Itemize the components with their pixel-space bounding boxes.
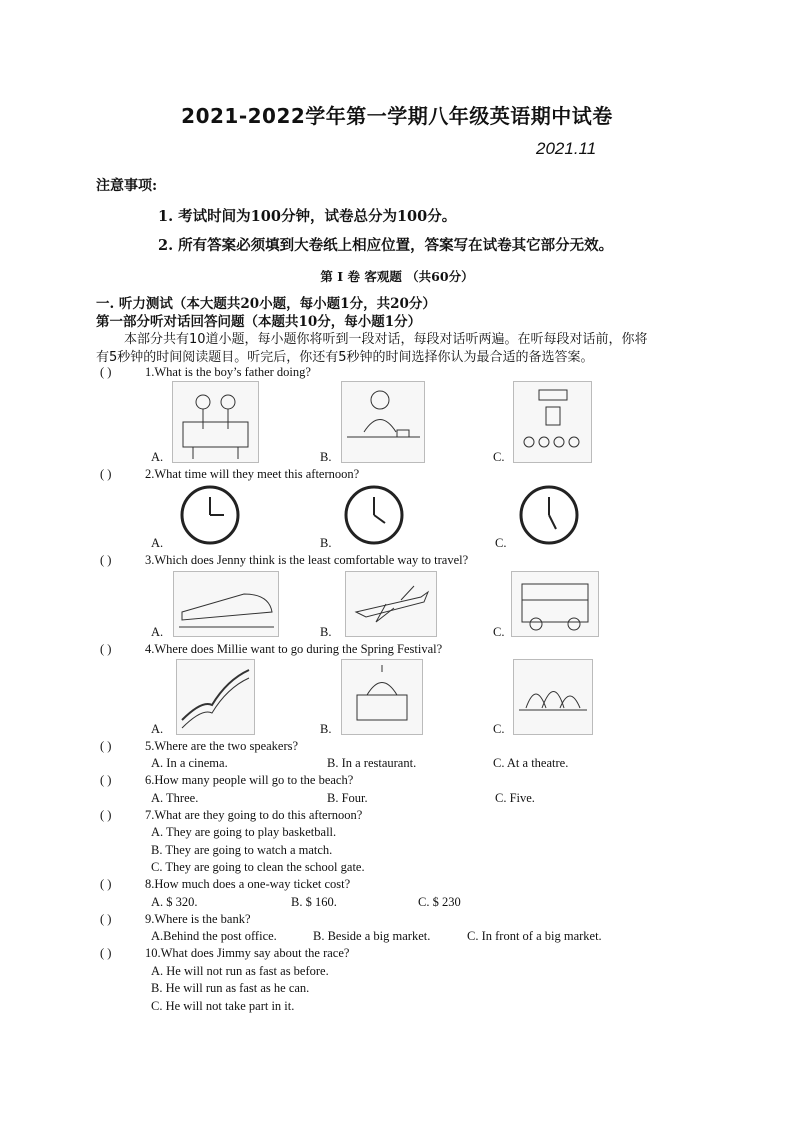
- q1-image-a: [172, 381, 259, 463]
- question-5-text: 5.Where are the two speakers?: [145, 739, 299, 753]
- q1-option-a[interactable]: A.: [151, 450, 164, 464]
- question-7-text: 7.What are they going to do this afternoon?: [145, 808, 363, 822]
- question-9-text: 9.Where is the bank?: [145, 912, 251, 926]
- answer-blank[interactable]: ( ): [100, 553, 112, 567]
- notice-heading: 注意事项:: [96, 178, 158, 194]
- answer-blank[interactable]: ( ): [100, 808, 112, 822]
- answer-blank[interactable]: ( ): [100, 946, 112, 960]
- q1-image-c: [513, 381, 592, 463]
- q4-option-b[interactable]: B.: [320, 722, 332, 736]
- q1-option-c[interactable]: C.: [493, 450, 505, 464]
- answer-blank[interactable]: ( ): [100, 739, 112, 753]
- q4-image-b: [341, 659, 423, 735]
- q7-option-c[interactable]: C. They are going to clean the school gate.: [151, 860, 365, 874]
- q3-option-b[interactable]: B.: [320, 625, 332, 639]
- q8-option-b[interactable]: B. $ 160.: [291, 895, 337, 909]
- q3-image-c: [511, 571, 599, 637]
- q6-option-b[interactable]: B. Four.: [327, 791, 368, 805]
- q3-option-a[interactable]: A.: [151, 625, 164, 639]
- q5-option-b[interactable]: B. In a restaurant.: [327, 756, 417, 770]
- answer-blank[interactable]: ( ): [100, 642, 112, 656]
- q10-option-c[interactable]: C. He will not take part in it.: [151, 999, 295, 1013]
- q9-option-a[interactable]: A.Behind the post office.: [151, 929, 277, 943]
- q2-image-c: [519, 485, 579, 545]
- q3-image-b: [345, 571, 437, 637]
- answer-blank[interactable]: ( ): [100, 773, 112, 787]
- q2-image-b: [344, 485, 404, 545]
- q9-option-b[interactable]: B. Beside a big market.: [313, 929, 431, 943]
- exam-date: 2021.11: [536, 139, 597, 158]
- q2-option-b[interactable]: B.: [320, 536, 332, 550]
- q1-option-b[interactable]: B.: [320, 450, 332, 464]
- q2-image-a: [180, 485, 240, 545]
- answer-blank[interactable]: ( ): [100, 467, 112, 481]
- part1-subheading: 第一部分听对话回答问题（本题共10分，每小题1分）: [96, 314, 422, 330]
- page-title: 2021-2022学年第一学期八年级英语期中试卷: [181, 104, 613, 128]
- q8-option-a[interactable]: A. $ 320.: [151, 895, 198, 909]
- question-6-text: 6.How many people will go to the beach?: [145, 773, 354, 787]
- q4-image-c: [513, 659, 593, 735]
- q4-option-c[interactable]: C.: [493, 722, 505, 736]
- question-10-text: 10.What does Jimmy say about the race?: [145, 946, 350, 960]
- answer-blank[interactable]: ( ): [100, 877, 112, 891]
- notice-item-1: 1. 考试时间为100分钟，试卷总分为100分。: [158, 208, 457, 225]
- q8-option-c[interactable]: C. $ 230: [418, 895, 461, 909]
- q9-option-c[interactable]: C. In front of a big market.: [467, 929, 602, 943]
- question-2-text: 2.What time will they meet this afternoon?: [145, 467, 360, 481]
- answer-blank[interactable]: ( ): [100, 365, 112, 379]
- answer-blank[interactable]: ( ): [100, 912, 112, 926]
- notice-item-2: 2. 所有答案必须填到大卷纸上相应位置，答案写在试卷其它部分无效。: [158, 237, 614, 254]
- q2-option-a[interactable]: A.: [151, 536, 164, 550]
- q2-option-c[interactable]: C.: [495, 536, 507, 550]
- question-4-text: 4.Where does Millie want to go during the Spring Festival?: [145, 642, 443, 656]
- instructions-line-2: 有5秒钟的时间阅读题目。听完后，你还有5秒钟的时间选择你认为最合适的备选答案。: [96, 350, 594, 365]
- q10-option-b[interactable]: B. He will run as fast as he can.: [151, 981, 310, 995]
- part1-heading: 一. 听力测试（本大题共20小题，每小题1分，共20分）: [96, 296, 436, 312]
- q3-image-a: [173, 571, 279, 637]
- q5-option-c[interactable]: C. At a theatre.: [493, 756, 569, 770]
- question-3-text: 3.Which does Jenny think is the least comfortable way to travel?: [145, 553, 469, 567]
- q4-image-a: [176, 659, 255, 735]
- section-heading: 第 I 卷 客观题 （共60分）: [320, 269, 474, 284]
- question-1-text: 1.What is the boy’s father doing?: [145, 365, 311, 379]
- instructions-line-1: 本部分共有10道小题，每小题你将听到一段对话，每段对话听两遍。在听每段对话前，你将: [124, 332, 648, 347]
- q7-option-b[interactable]: B. They are going to watch a match.: [151, 843, 333, 857]
- q4-option-a[interactable]: A.: [151, 722, 164, 736]
- q6-option-c[interactable]: C. Five.: [495, 791, 535, 805]
- q7-option-a[interactable]: A. They are going to play basketball.: [151, 825, 337, 839]
- q10-option-a[interactable]: A. He will not run as fast as before.: [151, 964, 329, 978]
- q5-option-a[interactable]: A. In a cinema.: [151, 756, 228, 770]
- question-8-text: 8.How much does a one-way ticket cost?: [145, 877, 351, 891]
- q6-option-a[interactable]: A. Three.: [151, 791, 199, 805]
- q1-image-b: [341, 381, 425, 463]
- q3-option-c[interactable]: C.: [493, 625, 505, 639]
